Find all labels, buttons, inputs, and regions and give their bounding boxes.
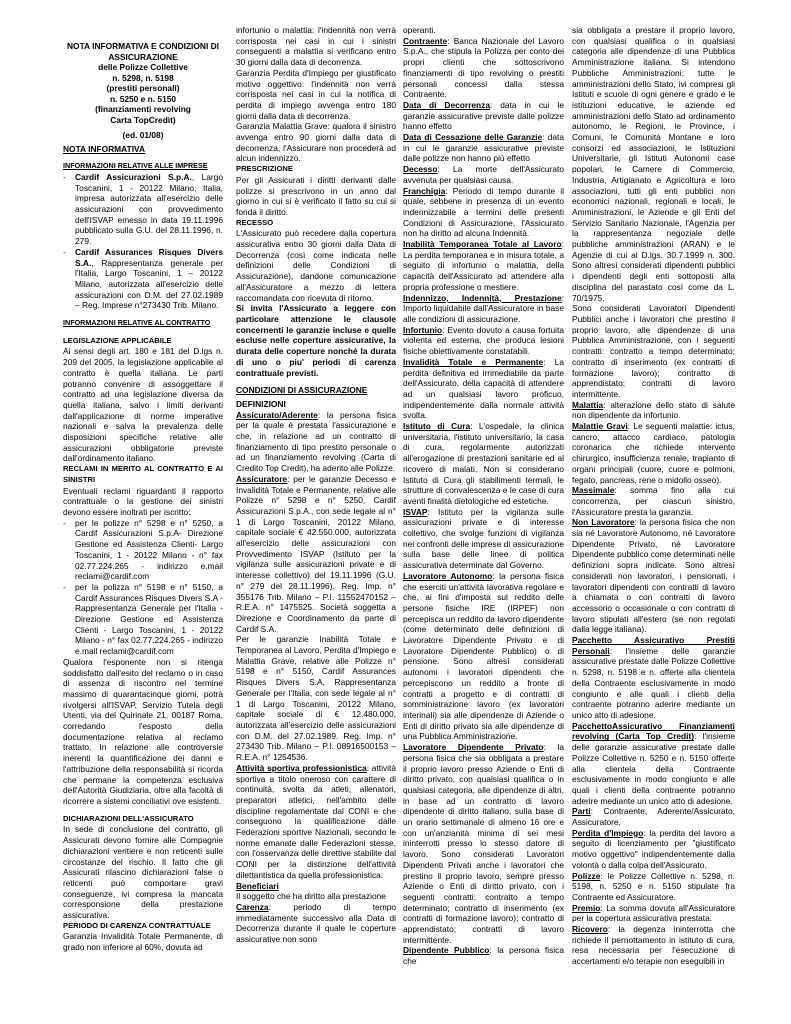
definition-text: : le Polizze Collettive n. 5298, n. 5198, n. 5250 e n. 5150 stipulate fra Contraente ed Assicuratore.	[572, 870, 735, 902]
definition-continued: Per le garanzie Inabilità Totale e Temporanea al Lavoro, Perdita d'Impiego e Malattia Grave, relative alle Polizze n° 5198 e n° 5150, Cardif Assurances Risques Divers S.A, Rappresentanza Generale per l'Italia, con sede legale al n° 1 di Largo Toscanini, 20122 Milano, capitale sociale di € 12.480.000, autorizzata all'esercizio delle assicurazioni con D.M. del 27.02.1989. Reg. Imp. n° 273430 Trib. Milano – P.I. 08916500153 – R.E.A. n° 1254536.	[236, 634, 396, 763]
definition-continued: operanti.	[403, 25, 436, 35]
definition-text: : La perdita temporanea e in misura totale, a seguito di infortunio o malattia, della capacità dell'Assicurato ad attendere alla propria professione o mestiere.	[403, 239, 564, 292]
definition-term: Ricovero	[572, 924, 608, 935]
definition	[403, 325, 564, 357]
definition	[403, 357, 564, 421]
definition-term: Istituto di Cura	[403, 421, 471, 432]
definition	[572, 421, 735, 485]
definition-text: : Evento dovuto a causa fortuita violenta ed esterna, che produca lesioni fisiche obiettivamente constatabili.	[403, 324, 564, 357]
reclami-text: Qualora l'esponente non si ritenga soddisfatto dall'esito del reclamo o in caso di assenza di riscontro nel termine massimo di quarantacinque giorni, potrà rivolgersi all'ISVAP, Servizio Tutela degli Utenti, via del Quirinale 21, 00187 Roma, corredando l'esposto della documentazione relativa al reclamo trattato. In relazione alle controversie inerenti la quantificazione dei danni e l'attribuzione della responsabilità si ricorda che permane la competenza esclusiva dell'Autorità Giudiziaria, oltre alla facoltà di ricorrere a sistemi conciliativi ove esistenti.	[63, 656, 223, 806]
title-line: (prestiti personali)	[106, 83, 180, 93]
definition	[403, 742, 564, 945]
definition	[236, 881, 396, 892]
definition-term: Premio	[572, 902, 601, 913]
definition-text: : alterazione dello stato di salute non dipendente da infortunio.	[572, 399, 735, 421]
column-4	[572, 25, 735, 1019]
condizioni-heading: CONDIZIONI DI ASSICURAZIONE	[236, 385, 368, 396]
title-line: n. 5298, n. 5198	[112, 72, 174, 83]
definition	[403, 132, 564, 164]
definition-text: : Le seguenti malattie: ictus, cancro, attacco cardiaco, patologia coronarica che richiede intervento chirurgico, insufficienza renale, trapianto di organi principali (cuore, cuore e polmoni, fegato, pancreas, rene o midollo osseo).	[572, 421, 735, 485]
prescrizione-text: Per gli Assicurati i diritti derivanti dalle polizze si prescrivono in un anno dal giorno in cui si è verificato il fatto su cui si fonda il diritto.	[236, 174, 396, 217]
definition-text: : per le garanzie Decesso e Invalidità Totale e Permanente, relative alle Polizze n° 5298 e n° 5250, Cardif Assicurazioni S.p.A., con sede legale al n° 1 di Largo Toscanini, 20122 Milano, capitale sociale € 42.550.000, autorizzata all'esercizio delle assicurazioni con Provvedimento ISVAP (Istituto per la vigilanza sulle assicurazioni private e di interesse collettivo) del 19.11.1996 (G.U. n° 279 del 28.11.1996). Reg. Imp. n° 355176 Trib. Milano – P.I. 11552470152 – R.E.A. n° 1475525. Società soggetta a Direzione e Coordinamento da parte di Cardif S.A.	[236, 473, 396, 634]
reclami-intro: Eventuali reclami riguardanti il rapporto contrattuale o la gestione dei sinistri devono essere inoltrati per iscritto:	[63, 485, 223, 517]
impresa-name: Cardif Assurances Risques Divers S.A.	[75, 246, 223, 268]
definition-continued: Sono considerati Lavoratori Dipendenti Pubblici anche i lavoratori che prestino il proprio lavoro, alle dipendenze di una Pubblica Amministrazione, con i seguenti contratti: contratto a tempo determinato; contratto di inserimento (ex contratti di formazione lavoro); contratto di apprendistato; contratti di lavoro intermittente.	[572, 303, 735, 399]
definition-text: : Contraente, Aderente/Assicurato, Assicuratore.	[572, 806, 735, 828]
definition-term: ISVAP	[403, 506, 428, 517]
title-line: NOTA INFORMATIVA E CONDIZIONI DI ASSICURAZIONE	[67, 41, 219, 62]
malattia-grave-text: Garanzia Malattia Grave: qualora il sinistro avvenga entro 90 giorni dalla data di decorrenza, l'Assicurare non procederà ad alcun indennizzo.	[236, 121, 396, 164]
definition-term: Malattie Gravi	[572, 421, 628, 432]
definition-text: Il soggetto che ha diritto alla prestazione	[236, 891, 386, 902]
definition-term: Assicuratore	[236, 473, 288, 484]
definition-text: : Importo liquidabile dall'Assicuratore in base alle condizioni di assicurazione.	[403, 292, 564, 324]
definition-term: Decesso	[403, 164, 438, 175]
definition-text: : la persona fisica per la quale è prestata l'assicurazione e che, in relazione ad un contratto di finanziamento di tipo prestito personale o ad un finanziamento revolving (Carta di Credito Top Credit), ha aderito alle Polizze.	[236, 409, 396, 474]
list-item	[63, 172, 223, 247]
definition-term: Inabilità Temporanea Totale al Lavoro	[403, 239, 562, 250]
definition-term: Attività sportiva professionistica	[236, 762, 367, 773]
definition-text: : L'ospedale, la clinica universitaria, l'istituto universitario, la casa di cura, regolarmente autorizzati all'erogazione di prestazioni sanitarie ed al ricovero di malati. Non si considerano Istituto di Cura gli stabilimenti termali, le strutture di convalescenza e le case di cura aventi finalità dietologiche ed estetiche.	[403, 421, 564, 506]
edition-label: (ed. 01/08)	[122, 130, 164, 140]
definition-text: : l'insieme delle garanzie assicurative prestate dalle Polizze Collettive n. 5298, n. 5198 e n. offerte alla clientela della Contraente esclusivamente in modo congiunto e alle quali i clienti della contraente potranno aderire mediante un unico atto di adesione.	[572, 645, 735, 720]
definition	[572, 485, 735, 517]
definition-text: : Periodo di tempo durante il quale, sebbene in presenza di un evento indennizzabile a termini delle presenti Condizioni di Assicurazione, l'Assicurato non ha diritto ad alcuna Indennità.	[403, 185, 564, 239]
carenza-heading: PERIODO DI CARENZA CONTRATTUALE	[63, 920, 211, 930]
definition	[572, 721, 735, 807]
column-3	[403, 25, 564, 1019]
definition-term: Carenza	[236, 901, 269, 912]
definition-term: Malattia	[572, 399, 604, 410]
definition-text: : la persona fisica che	[403, 945, 564, 967]
column-1	[63, 25, 223, 1019]
impresa-text: , Largo Toscanini, 1 - 20122 Milano, Italia, impresa autorizzata all'esercizio delle assicurazioni con provvedimento dell'ISVAP emesso in data 19.11.1996 pubblicato sulla G.U. del 28.11.1996, n. 279.	[75, 171, 223, 247]
definition-text: : la perdita del lavoro a seguito di licenziamento per "giustificato motivo oggettivo" indipendentemente dalla volontà o dalla colpa dell'Assicurato.	[572, 827, 735, 870]
list-item: - per le polizze n° 5298 e n° 5250, a Cardif Assicurazioni S.p.A- Direzione Gestione ed Assistenza Clienti- Largo Toscanini, 1 - 20122 Milano - n° fax 02.77.224.265 - indirizzo e.mail reclami@cardif.com	[63, 518, 223, 582]
definition-text: : la persona fisica che eserciti un'attività lavorativa regolare e che, ai fini d'imposta sul reddito delle persone fisiche IRE (IRPEF) non percepisca un reddito da lavoro dipendente (come determinato delle definizioni di Lavoratore Dipendente Privato e di Lavoratore Dipendente Pubblico) o di pensione. Sono altresì considerati autonomi i lavoratori dipendenti che percepiscono un reddito a fronte di contratti a progetto e di contratti di somministrazione lavoro (ex lavoratori interinali) sia alle dipendenze di Aziende o Enti di diritto privato sia alle dipendenze di una Pubblica Amministrazione.	[403, 570, 564, 742]
definition	[572, 517, 735, 635]
definition	[236, 410, 396, 474]
definition	[403, 507, 564, 571]
list-item	[63, 247, 223, 311]
impresa-text: , Rappresentanza generale per l'Italia, Largo Toscanini, 1 – 20122 Milano, autorizzata all'esercizio delle assicurazioni con D.M. del 27.02.1989 – Reg. Imprese n°273430 Trib. Milano.	[75, 257, 223, 311]
definition	[572, 635, 735, 721]
dichiarazioni-heading: DICHIARAZIONI DELL'ASSICURATO	[63, 813, 194, 823]
recesso-heading: RECESSO	[236, 217, 274, 227]
definition-text: : data in cui le garanzie assicurative previste dalle polizze non hanno più effetto	[403, 132, 564, 164]
nota-informativa-heading: NOTA INFORMATIVA	[63, 143, 146, 154]
definition	[572, 828, 735, 871]
title-line: Carta TopCredit)	[110, 114, 176, 125]
reclami-list	[63, 518, 223, 657]
definition-term: Massimale	[572, 485, 615, 496]
definition-text: : La morte dell'Assicurato avvenuta per qualsiasi causa.	[403, 164, 564, 185]
definition	[572, 924, 735, 967]
avviso-text: Si invita l'Assicurato a leggere con particolare attenzione le clausole concernenti le garanzie incluse e quelle escluse nelle coperture assicurative, la durata delle coperture nonché la durata di uno o piu' periodi di carenza contrattuale previsti.	[236, 303, 396, 378]
definition	[403, 293, 564, 325]
definizioni-heading: DEFINIZIONI	[236, 398, 286, 409]
definition-text: : attività sportiva a titolo oneroso con carattere di continuità, svolta da atleti, allenatori, preparatori atletici, nell'ambito delle discipline regolamentate dal CONI e che conseguono la qualificazione dalle Federazioni sportive Nazionali, secondo le norme emanate dalle Federazioni stesse, con l'osservanza delle direttive stabilite dal CONI per la distinzione dell'attività dilettantistica da quella professionistica.	[236, 762, 396, 880]
definition-text: : La somma dovuta all'Assicuratore per la copertura assicurativa prestata.	[572, 902, 735, 924]
recesso-text: L'Assicurato può recedere dalla copertura assicurativa entro 30 giorni dalla Data di Decorrenza (così come indicata nelle definizioni delle Condizioni di Assicurazione), dandone comunicazione all'Assicuratore a mezzo di lettera raccomandata con ricevuta di ritorno.	[236, 228, 396, 303]
definition-term: Contraente	[403, 35, 448, 46]
legislazione-text: Ai sensi degli art. 180 e 181 del D.lgs n. 209 del 2005, la legislazione applicabile al contratto è quella italiana. Le parti potranno convenire di assoggettare il contratto ad una legislazione diversa da quella italiana, salvo i limiti derivanti dall'applicazione di norme imperative nazionali e salva la prevalenza delle disposizioni specifiche relative alle assicurazioni obbligatorie previste dall'ordinamento italiano.	[63, 346, 223, 464]
title-line: n. 5250 e n. 5150	[109, 93, 177, 104]
definition	[236, 902, 396, 945]
definition-text: : Istituto per la vigilanza sulle assicurazioni private e di interesse collettivo, che svolge funzioni di vigilanza nei confronti delle imprese di assicurazione sulla base delle linee di politica assicurativa determinate dal Governo.	[403, 506, 564, 571]
carenza-text: Garanzia Invalidità Totale Permanente, di grado non inferiore al 60%, dovuta ad	[63, 931, 223, 953]
definition-term: Data di Cessazione delle Garanzie	[403, 132, 543, 143]
definition	[403, 164, 564, 185]
definition	[572, 903, 735, 924]
imprese-list	[63, 172, 223, 311]
perdita-impiego-text: Garanzia Perdita d'Impiego per giustificato motivo oggettivo: l'indennità non verrà corrisposta nei casi in cui la notifica di perdita di impiego avvenga entro 180 giorni dalla data di decorrenza.	[236, 67, 396, 121]
definition-term: Dipendente Pubblico	[403, 945, 490, 956]
definition-term: Polizze	[572, 870, 601, 881]
definition-term: Lavoratore Autonomo	[403, 570, 493, 581]
definition	[403, 186, 564, 240]
definition-term: Parti	[572, 806, 591, 817]
definition-term: PacchettoAssicurativo Finanziamenti revolving (Carta Top Credit)	[572, 720, 735, 742]
definition	[403, 421, 564, 507]
definition	[572, 400, 735, 421]
definition-text: : la persona fisica che sia obbligata a prestare il proprio lavoro presso Aziende o Enti di diritto privato, con qualsiasi qualifica o in qualsiasi categoria, alle dipendenze di altri, in base ad un contratto di lavoro dipendente di diritto italiano, sulla base di un orario settimanale di almeno 16 ore e con un'anzianità minima di sei mesi ininterrotti presso lo stesso datore di lavoro. Sono considerati Lavoratori Dipendenti Privati anche i lavoratori che prestino il proprio lavoro, sempre presso Aziende o Enti di diritto privato, con i seguenti contratti: contratto a tempo determinato; contratto di inserimento (ex contratti di formazione lavoro); contratto di apprendistato; contratti di lavoro intermittente.	[403, 742, 564, 945]
definition-term: Invalidità Totale e Permanente	[403, 356, 544, 367]
dichiarazioni-text: In sede di conclusione del contratto, gli Assicurati devono fornire alle Compagnie dichiarazioni veritiere e non reticenti sulle circostanze del rischio. Il fatto che gli Assicurati rilascino dichiarazioni false o reticenti può comportare gravi conseguenze, ivi compresa la mancata corresponsione della prestazione assicurativa.	[63, 824, 223, 921]
contratto-heading: INFORMAZIONI RELATIVE AL CONTRATTO	[63, 318, 211, 328]
title-line: (finanziamenti revolving	[95, 104, 191, 114]
definition	[403, 239, 564, 293]
list-item: - per la polizza n° 5198 e n° 5150, a Cardif Assurances Risques Divers S.A - Rappresentanza Generale per l'Italia - Direzione Gestione ed Assistenza Clienti - Largo Toscanini, 1 - 20122 Milano - n° fax 02.77.224.265 - indirizzo e.mail reclami@cardif.com	[63, 582, 223, 657]
carenza-text-continued: infortunio o malattia: l'indennità non verrà corrisposta nei casi in cui i sinistri conseguenti a malattia si verificano entro 30 giorni dalla data di decorrenza.	[236, 25, 396, 68]
definition	[236, 474, 396, 635]
column-2	[236, 25, 396, 1019]
definition-term: Assicurato/Aderente	[236, 409, 318, 420]
definition-term: Data di Decorrenza	[403, 99, 491, 110]
definition-text: : la persona fisica che non sia né Lavoratore Autonomo, né Lavoratore Dipendente Privato, né Lavoratore Dipendente pubblico come determinati nelle definizioni sopra indicate. Sono altresì considerati non lavoratori, i pensionati, i lavoratori dipendenti con contratti di lavoro a chiamata o con contratti di lavoro accessorio o occasionale o con contratti di lavoro stipulati all'estero (se non regolati dalla legge italiana).	[572, 517, 735, 635]
definition	[403, 36, 564, 100]
definition-term: Perdita d'Impiego	[572, 827, 644, 838]
definition	[403, 571, 564, 742]
definition-term: Indennizzo, Indennità, Prestazione	[403, 292, 562, 303]
document-title	[63, 41, 223, 141]
legislazione-heading: LEGISLAZIONE APPLICABILE	[63, 335, 172, 345]
definition-continued: sia obbligata a prestare il proprio lavoro, con qualsiasi qualifica o in qualsiasi categoria alle dipendenze di una Pubblica Amministrazione italiana. Si intendono Pubbliche Amministrazioni: tutte le amministrazioni dello Stato, ivi compresi gli Istituti e scuole di ogni genere e grado e le istituzioni educative, le aziende ed amministrazioni dello Stato ad ordinamento autonomo, le Regioni, le Province, i Comuni, le Comunità Montane e loro consorzi ed associazioni, le Istituzioni Universitarie, gli Istituti Autonomi case popolari, le Camere di Commercio, Industria, Artigianato e Agricoltura e loro associazioni, tutti gli enti pubblici non economici nazionali, regionali e locali, le Amministrazioni, le Aziende e gli Enti del Servizio Sanitario Nazionale, l'Agenzia per la rappresentanza negoziale delle pubbliche amministrazioni (ARAN) e le Agenzie di cui al D.lgs. 30.7.1999 n. 300. Sono altresì considerati dipendenti pubblici i dipendenti degli enti sottoposti alla disciplina del parastato così come da L. 70/1975.	[572, 25, 735, 303]
imprese-heading: INFORMAZIONI RELATIVE ALLE IMPRESE	[63, 161, 208, 171]
definition-text: : La perdita definitiva ed irrimediabile da parte dell'Assicurato, della capacità di attendere ad un qualsiasi lavoro proficuo, indipendentemente dalla normale attività svolta.	[403, 356, 564, 421]
definition-text: : data in cui le garanzie assicurative previste dalle polizze hanno effetto	[403, 99, 564, 132]
prescrizione-heading: PRESCRIZIONE	[236, 164, 293, 174]
definition-term: Infortunio	[403, 324, 443, 335]
definition	[572, 806, 735, 827]
title-line: delle Polizze Collettive	[98, 62, 188, 72]
definition-text: : somma fino alla cui concorrenza, per ciascun sinistro, l'Assicuratore presta la garanzia.	[572, 485, 735, 517]
definition-term: Non Lavoratore	[572, 517, 635, 528]
reclami-heading: RECLAMI IN MERITO AL CONTRATTO E AI SINISTRI	[63, 464, 223, 484]
definition	[403, 945, 564, 966]
definition	[572, 871, 735, 903]
definition	[236, 763, 396, 881]
definition-term: Lavoratore Dipendente Privato	[403, 742, 544, 753]
definition-term: Pacchetto Assicurativo Prestiti Personali	[572, 635, 735, 656]
definition-text: : Banca Nazionale del Lavoro S.p.A., che stipula la Polizza per conto dei propri clienti che sottoscrivono finanziamenti di tipo revolving o prestiti personali concessi dalla stessa Contraente.	[403, 35, 564, 100]
impresa-name: Cardif Assicurazioni S.p.A.	[75, 171, 192, 182]
definition-text: : l'insieme delle garanzie assicurative prestate dalle Polizze Collettive n. 5250 e n. 5150 offerte alla clientela della Contraente esclusivamente in modo congiunto e alle quali i clienti della contraente potranno aderire mediante un unico atto di adesione.	[572, 731, 735, 806]
definition	[403, 100, 564, 132]
definition-term: Franchigia	[403, 185, 446, 196]
definition-term: Beneficiari	[236, 880, 279, 891]
definition-text: : la degenza ininterrotta che richiede il pernottamento in istituto di cura, resa necessaria per l'esecuzione di accertamenti e/o terapie non eseguibili in	[572, 924, 735, 967]
definition-text: : periodo di tempo immediatamente successivo alla Data di Decorrenza durante il quale le coperture assicurative non sono	[236, 901, 396, 945]
